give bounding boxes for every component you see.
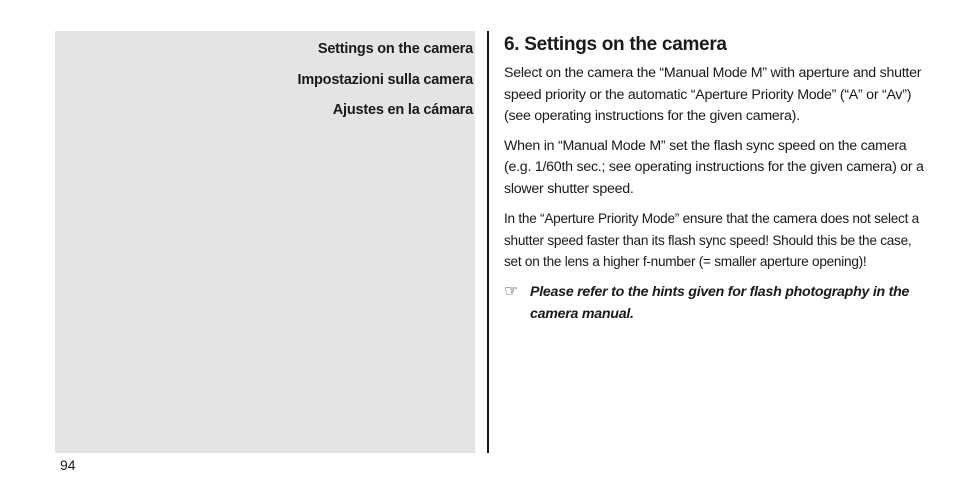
note-text: Please refer to the hints given for flash photography in the camera manual. <box>530 283 910 322</box>
paragraph-1: Select on the camera the “Manual Mode M” with aperture and shutter speed priority or the automatic “Aperture Priority Mode” (“A” or “Av”) (see operating instructions for the given camera). <box>504 65 922 124</box>
main-content <box>504 33 924 325</box>
title-spanish: Ajustes en la cámara <box>332 102 473 118</box>
title-english: Settings on the camera <box>317 41 473 57</box>
pointing-hand-icon: ☞ <box>504 282 519 300</box>
title-italian: Impostazioni sulla camera <box>297 71 473 88</box>
note <box>504 281 924 325</box>
page-number: 94 <box>60 457 76 473</box>
section-heading: 6. Settings on the camera <box>504 34 727 55</box>
left-panel <box>55 31 475 453</box>
paragraph-3: In the “Aperture Priority Mode” ensure that the camera does not select a shutter speed faster than its flash sync speed! Should this be the case, set on the lens a higher f-number (= smaller aperture opening)! <box>504 211 919 269</box>
column-divider <box>487 31 489 453</box>
paragraph-2: When in “Manual Mode M” set the flash sync speed on the camera (e.g. 1/60th sec.; see operating instructions for the given camera) or a slower shutter speed. <box>504 137 924 197</box>
section-titles <box>297 34 473 126</box>
